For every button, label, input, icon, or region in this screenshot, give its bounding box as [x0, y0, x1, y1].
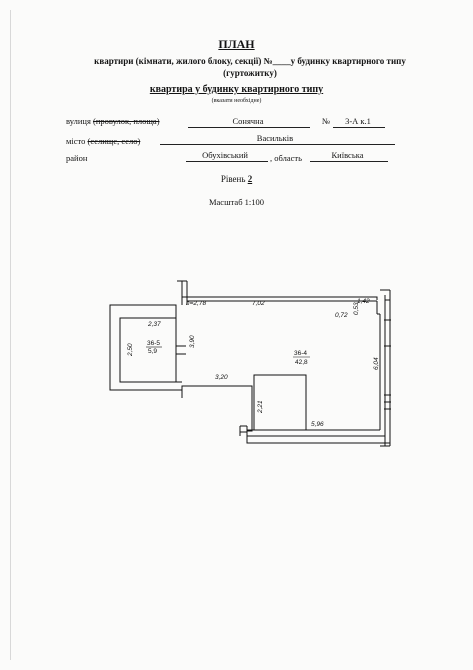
dim-right-top-b: 0,53	[353, 302, 360, 315]
city-label-plain: місто	[66, 136, 86, 146]
room-id-36-4: 36-4	[294, 350, 308, 357]
level-number: 2	[247, 174, 253, 184]
dim-bottom-width: 5,96	[311, 421, 324, 428]
number-label: №	[322, 116, 331, 126]
document-title: ПЛАН	[218, 37, 255, 51]
instruction-note: (вказати необхідне)	[211, 98, 262, 104]
region-label: , область	[270, 153, 302, 163]
district-value: Обухівський	[202, 150, 248, 160]
street-value: Сонячна	[232, 116, 264, 126]
city-label-struck: (селище, село)	[87, 136, 141, 146]
level-label: Рівень	[220, 174, 246, 184]
city-value: Васильків	[256, 133, 294, 143]
room-area-36-5: 5,9	[148, 348, 158, 355]
district-label: район	[66, 153, 88, 163]
scale-label: Масштаб 1:100	[208, 197, 265, 207]
ceiling-height-label: h=2,78	[186, 300, 207, 307]
subtitle-line-2: (гуртожитку)	[223, 68, 277, 78]
number-value: 3-А к.1	[345, 116, 371, 126]
walls	[110, 281, 391, 446]
room-id-36-5: 36-5	[147, 340, 161, 347]
dim-top-width: 7,02	[252, 300, 265, 307]
dim-right-top-a: 1,42	[357, 298, 370, 305]
region-value: Київська	[331, 150, 364, 160]
apartment-type: квартира у будинку квартирного типу	[149, 84, 324, 95]
street-label-struck: (провулок, площа)	[92, 116, 160, 126]
dim-right-top-c: 0,72	[335, 312, 348, 319]
dim-wall-segment: 3,90	[189, 335, 196, 348]
dim-small-room-width: 2,37	[148, 321, 161, 328]
dim-lower-height: 2,21	[257, 400, 264, 413]
dim-mid-width: 3,20	[215, 374, 228, 381]
dim-small-room-height: 2,50	[127, 343, 134, 356]
room-labels	[146, 340, 310, 366]
room-area-36-4: 42,8	[295, 359, 308, 366]
subtitle-line-1: квартири (кімнати, жилого блоку, секції) №____у будинку квартирного типу	[94, 56, 406, 66]
street-label-plain: вулиця	[66, 116, 91, 126]
dim-right-height: 6,04	[373, 357, 380, 370]
